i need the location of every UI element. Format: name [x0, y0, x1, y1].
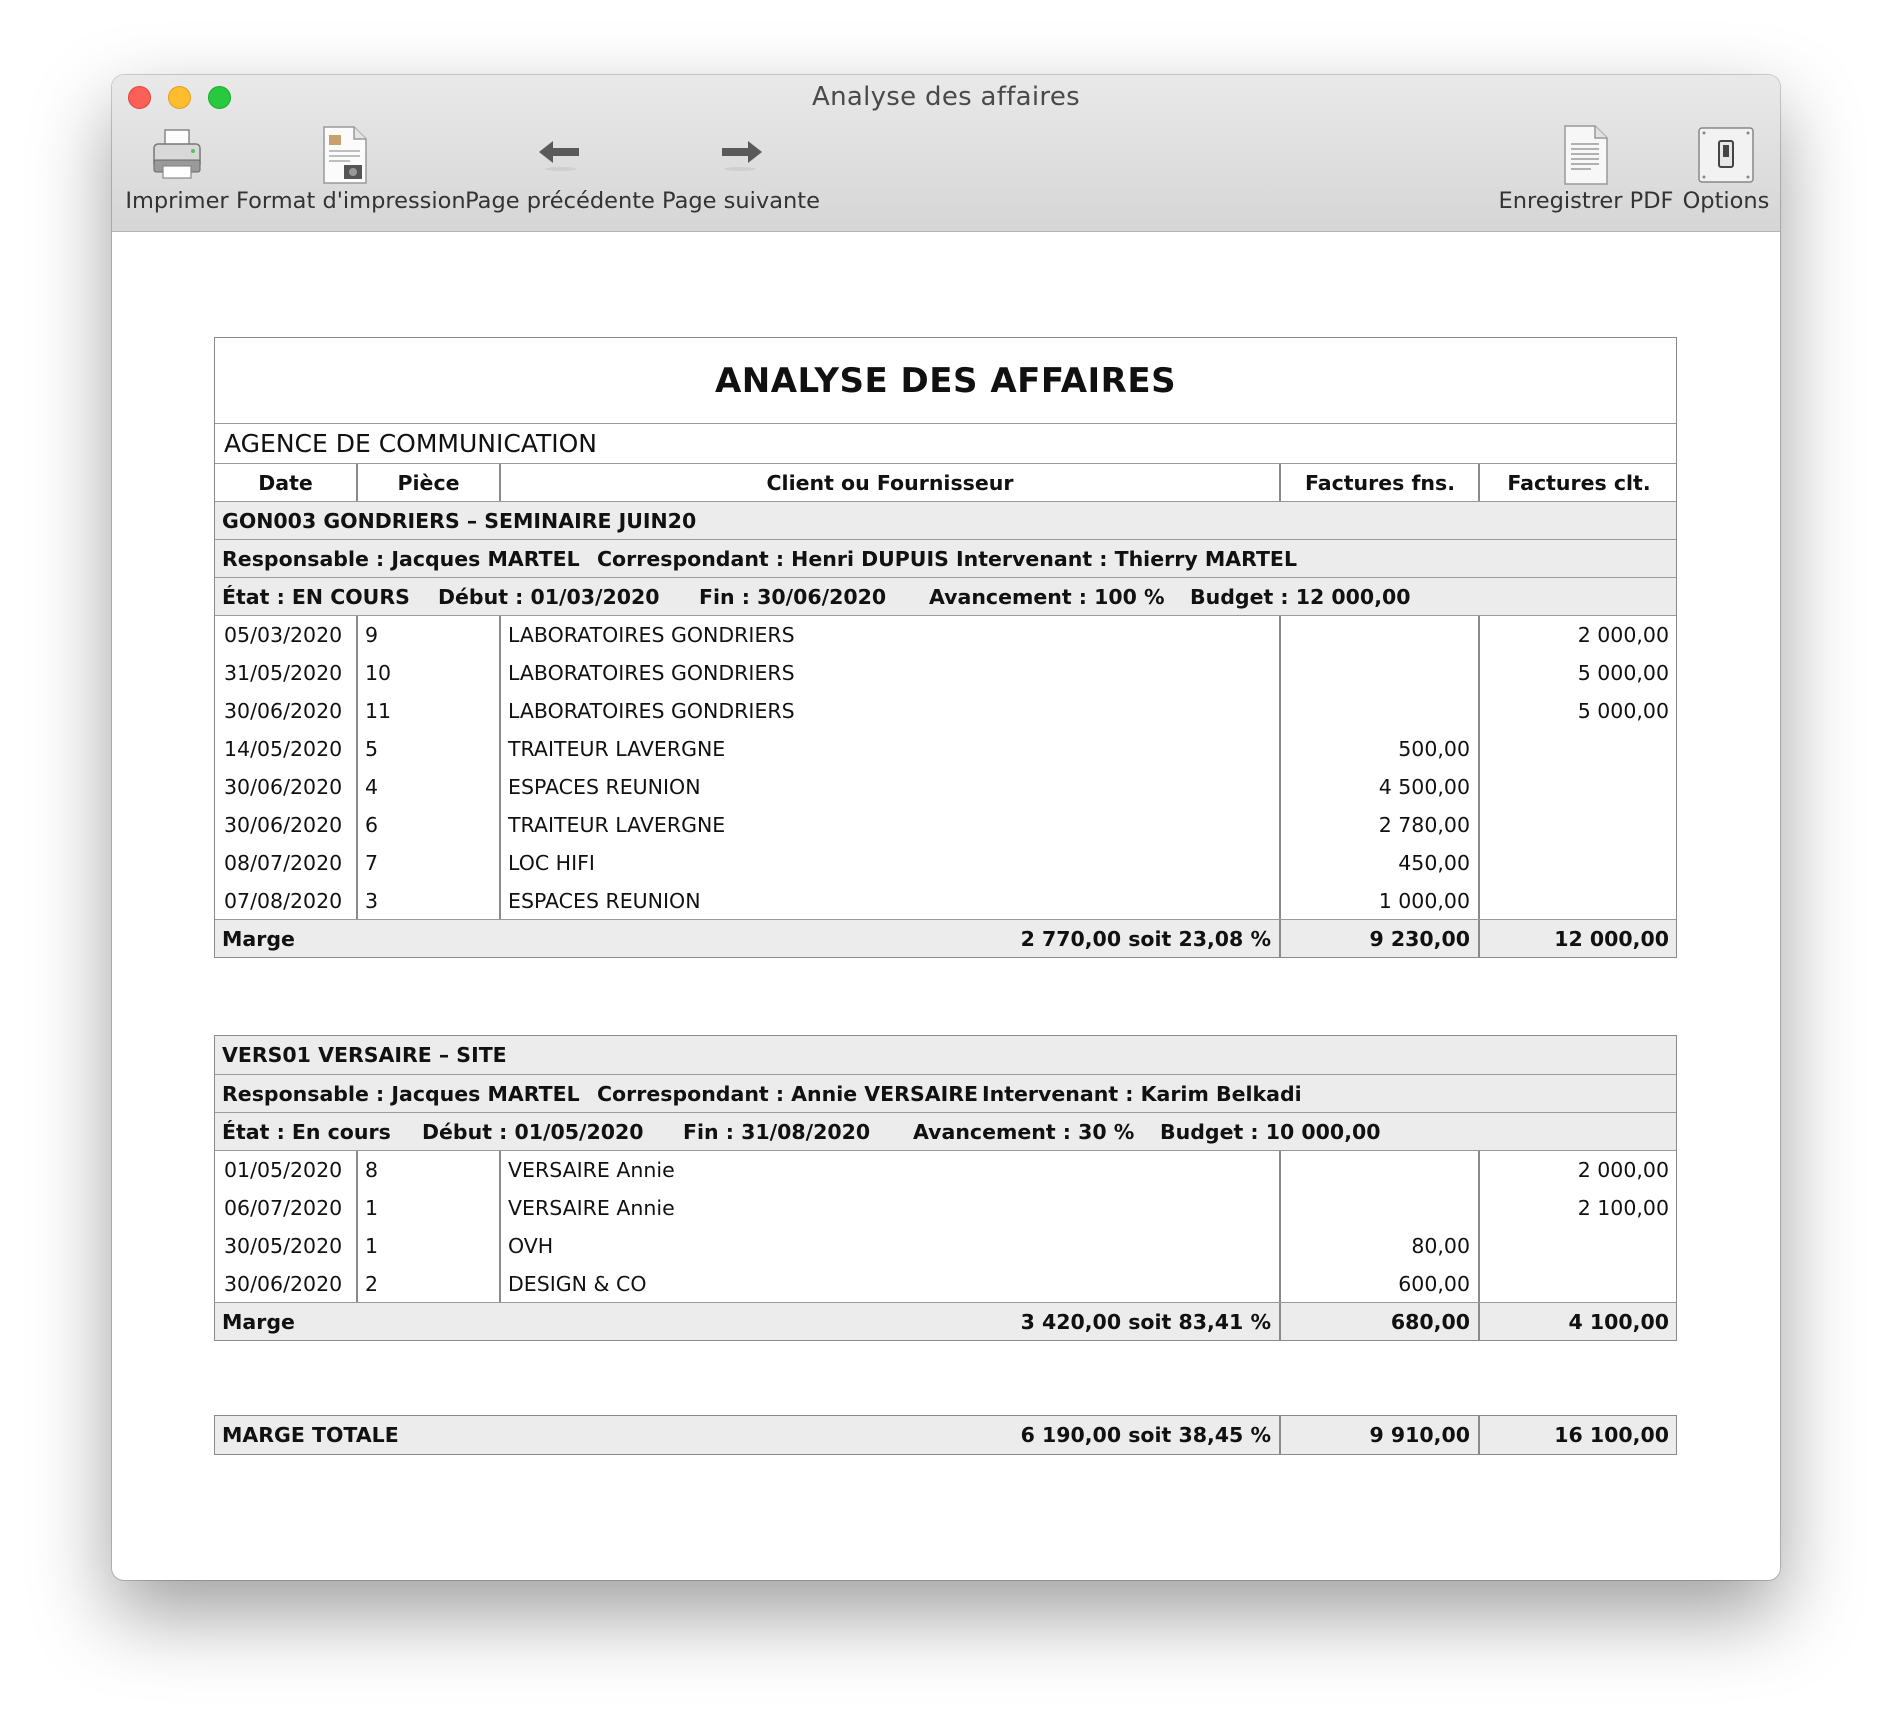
arrow-left-icon — [528, 123, 592, 187]
marge-value: 2 770,00 soit 23,08 % — [1020, 926, 1271, 951]
line-client: VERSAIRE Annie — [508, 1158, 675, 1182]
line-date: 07/08/2020 — [224, 889, 343, 913]
next-page-button[interactable] — [658, 123, 824, 223]
line-client: LABORATOIRES GONDRIERS — [508, 623, 795, 647]
job-people-row — [215, 1074, 1676, 1112]
window-title: Analyse des affaires — [812, 82, 1080, 112]
line-factures-clt — [1480, 768, 1669, 806]
job-etat: État : EN COURS — [222, 584, 410, 609]
titlebar — [112, 75, 1780, 232]
line-client: VERSAIRE Annie — [508, 1196, 675, 1220]
line-piece: 1 — [365, 1196, 379, 1220]
col-date: Date — [258, 470, 313, 495]
line-piece: 3 — [365, 889, 379, 913]
report-table — [214, 337, 1677, 958]
printer-icon — [145, 123, 209, 187]
line-date: 30/06/2020 — [224, 1272, 343, 1296]
line-factures-fns — [1281, 654, 1470, 692]
options-button[interactable] — [1682, 123, 1770, 223]
previous-page-label: Page précédente — [465, 188, 655, 214]
job-intervenant: Intervenant : Thierry MARTEL — [956, 546, 1298, 571]
line-piece: 6 — [365, 813, 379, 837]
table-row — [215, 1189, 1676, 1227]
line-date: 06/07/2020 — [224, 1196, 343, 1220]
line-date: 30/06/2020 — [224, 813, 343, 837]
table-row — [215, 1151, 1676, 1189]
table-row — [215, 882, 1676, 920]
job-intervenant: Intervenant : Karim Belkadi — [982, 1081, 1302, 1106]
line-factures-fns: 500,00 — [1398, 737, 1470, 761]
table-row — [215, 1265, 1676, 1303]
line-piece: 4 — [365, 775, 379, 799]
line-factures-fns — [1281, 1189, 1470, 1227]
line-date: 14/05/2020 — [224, 737, 343, 761]
line-factures-fns — [1281, 1151, 1470, 1189]
job-etat: État : En cours — [222, 1119, 391, 1144]
total-fns: 9 230,00 — [1369, 926, 1470, 951]
table-row — [215, 806, 1676, 844]
line-client: OVH — [508, 1234, 554, 1258]
line-factures-clt — [1480, 1265, 1669, 1303]
job-fin: Fin : 31/08/2020 — [683, 1119, 871, 1144]
pdf-document-icon — [1554, 123, 1618, 187]
grand-total-clt: 16 100,00 — [1554, 1423, 1669, 1447]
options-label: Options — [1682, 188, 1770, 214]
page-setup-icon — [313, 123, 377, 187]
job-responsable: Responsable : Jacques MARTEL — [222, 546, 580, 571]
line-client: TRAITEUR LAVERGNE — [508, 737, 726, 761]
line-client: LABORATOIRES GONDRIERS — [508, 661, 795, 685]
col-factures-clt: Factures clt. — [1507, 470, 1651, 495]
line-date: 30/05/2020 — [224, 1234, 343, 1258]
save-pdf-button[interactable] — [1496, 123, 1676, 223]
arrow-right-icon — [709, 123, 773, 187]
job-header-row — [215, 1036, 1676, 1074]
job-marge-row — [215, 919, 1676, 957]
line-piece: 10 — [365, 661, 392, 685]
line-factures-clt: 5 000,00 — [1577, 661, 1669, 685]
table-row — [215, 692, 1676, 730]
line-factures-clt: 2 000,00 — [1577, 1158, 1669, 1182]
line-factures-clt — [1480, 806, 1669, 844]
line-factures-clt — [1480, 1227, 1669, 1265]
total-clt: 4 100,00 — [1568, 1309, 1669, 1334]
grand-total-row — [215, 1416, 1676, 1454]
line-factures-fns: 80,00 — [1411, 1234, 1470, 1258]
line-piece: 8 — [365, 1158, 379, 1182]
line-date: 01/05/2020 — [224, 1158, 343, 1182]
table-row — [215, 654, 1676, 692]
job-budget: Budget : 10 000,00 — [1160, 1119, 1381, 1144]
job-fin: Fin : 30/06/2020 — [699, 584, 887, 609]
page-setup-label: Format d'impression — [236, 188, 466, 214]
table-row — [215, 768, 1676, 806]
previous-page-button[interactable] — [464, 123, 656, 223]
switch-icon — [1694, 123, 1758, 187]
line-date: 31/05/2020 — [224, 661, 343, 685]
company-row — [215, 423, 1676, 463]
line-factures-fns: 4 500,00 — [1378, 775, 1470, 799]
line-factures-fns: 600,00 — [1398, 1272, 1470, 1296]
table-row — [215, 1227, 1676, 1265]
job-people-row — [215, 539, 1676, 577]
job-avancement: Avancement : 100 % — [929, 584, 1165, 609]
print-button[interactable] — [124, 123, 230, 223]
line-factures-fns: 1 000,00 — [1378, 889, 1470, 913]
col-piece: Pièce — [397, 470, 460, 495]
line-client: ESPACES REUNION — [508, 775, 701, 799]
grand-total-value: 6 190,00 soit 38,45 % — [1020, 1423, 1271, 1447]
job-correspondant: Correspondant : Annie VERSAIRE — [597, 1081, 979, 1106]
line-factures-clt — [1480, 730, 1669, 768]
line-date: 05/03/2020 — [224, 623, 343, 647]
line-factures-fns — [1281, 692, 1470, 730]
line-date: 30/06/2020 — [224, 775, 343, 799]
job-responsable: Responsable : Jacques MARTEL — [222, 1081, 580, 1106]
grand-total-fns: 9 910,00 — [1369, 1423, 1470, 1447]
line-client: TRAITEUR LAVERGNE — [508, 813, 726, 837]
total-fns: 680,00 — [1390, 1309, 1470, 1334]
line-factures-clt: 2 100,00 — [1577, 1196, 1669, 1220]
job-header: GON003 GONDRIERS – SEMINAIRE JUIN20 — [222, 508, 697, 533]
page-setup-button[interactable] — [236, 123, 466, 223]
line-client: ESPACES REUNION — [508, 889, 701, 913]
line-factures-clt — [1480, 844, 1669, 882]
col-client: Client ou Fournisseur — [766, 470, 1014, 495]
job-lines — [215, 615, 1676, 919]
line-piece: 1 — [365, 1234, 379, 1258]
line-piece: 2 — [365, 1272, 379, 1296]
job-status-row — [215, 577, 1676, 615]
line-factures-clt — [1480, 882, 1669, 920]
job-status-row — [215, 1112, 1676, 1150]
job-correspondant: Correspondant : Henri DUPUIS — [597, 546, 949, 571]
line-piece: 9 — [365, 623, 379, 647]
grand-total-table — [214, 1415, 1677, 1455]
job-header-row — [215, 501, 1676, 539]
job-header: VERS01 VERSAIRE – SITE — [222, 1043, 507, 1067]
marge-value: 3 420,00 soit 83,41 % — [1020, 1309, 1271, 1334]
line-client: LOC HIFI — [508, 851, 595, 875]
print-label: Imprimer — [125, 188, 229, 214]
line-date: 30/06/2020 — [224, 699, 343, 723]
line-piece: 11 — [365, 699, 392, 723]
job-budget: Budget : 12 000,00 — [1190, 584, 1411, 609]
marge-label: Marge — [222, 926, 295, 951]
line-factures-clt: 5 000,00 — [1577, 699, 1669, 723]
company-name: AGENCE DE COMMUNICATION — [224, 429, 598, 458]
col-factures-fns: Factures fns. — [1304, 470, 1456, 495]
job-avancement: Avancement : 30 % — [913, 1119, 1135, 1144]
column-header-row — [215, 463, 1676, 501]
line-client: LABORATOIRES GONDRIERS — [508, 699, 795, 723]
next-page-label: Page suivante — [662, 188, 820, 214]
line-piece: 5 — [365, 737, 379, 761]
line-piece: 7 — [365, 851, 379, 875]
job-marge-row — [215, 1302, 1676, 1340]
report-title: ANALYSE DES AFFAIRES — [714, 360, 1177, 401]
line-date: 08/07/2020 — [224, 851, 343, 875]
job-debut: Début : 01/03/2020 — [438, 584, 660, 609]
table-row — [215, 730, 1676, 768]
job-lines — [215, 1150, 1676, 1302]
table-row — [215, 616, 1676, 654]
line-client: DESIGN & CO — [508, 1272, 647, 1296]
job-table-2 — [214, 1035, 1677, 1341]
table-row — [215, 844, 1676, 882]
job-debut: Début : 01/05/2020 — [422, 1119, 644, 1144]
grand-total-label: MARGE TOTALE — [222, 1423, 399, 1447]
marge-label: Marge — [222, 1309, 295, 1334]
app-window — [112, 75, 1780, 1580]
line-factures-fns — [1281, 616, 1470, 654]
save-pdf-label: Enregistrer PDF — [1498, 188, 1674, 214]
line-factures-fns: 2 780,00 — [1378, 813, 1470, 837]
line-factures-fns: 450,00 — [1398, 851, 1470, 875]
total-clt: 12 000,00 — [1554, 926, 1669, 951]
line-factures-clt: 2 000,00 — [1577, 623, 1669, 647]
